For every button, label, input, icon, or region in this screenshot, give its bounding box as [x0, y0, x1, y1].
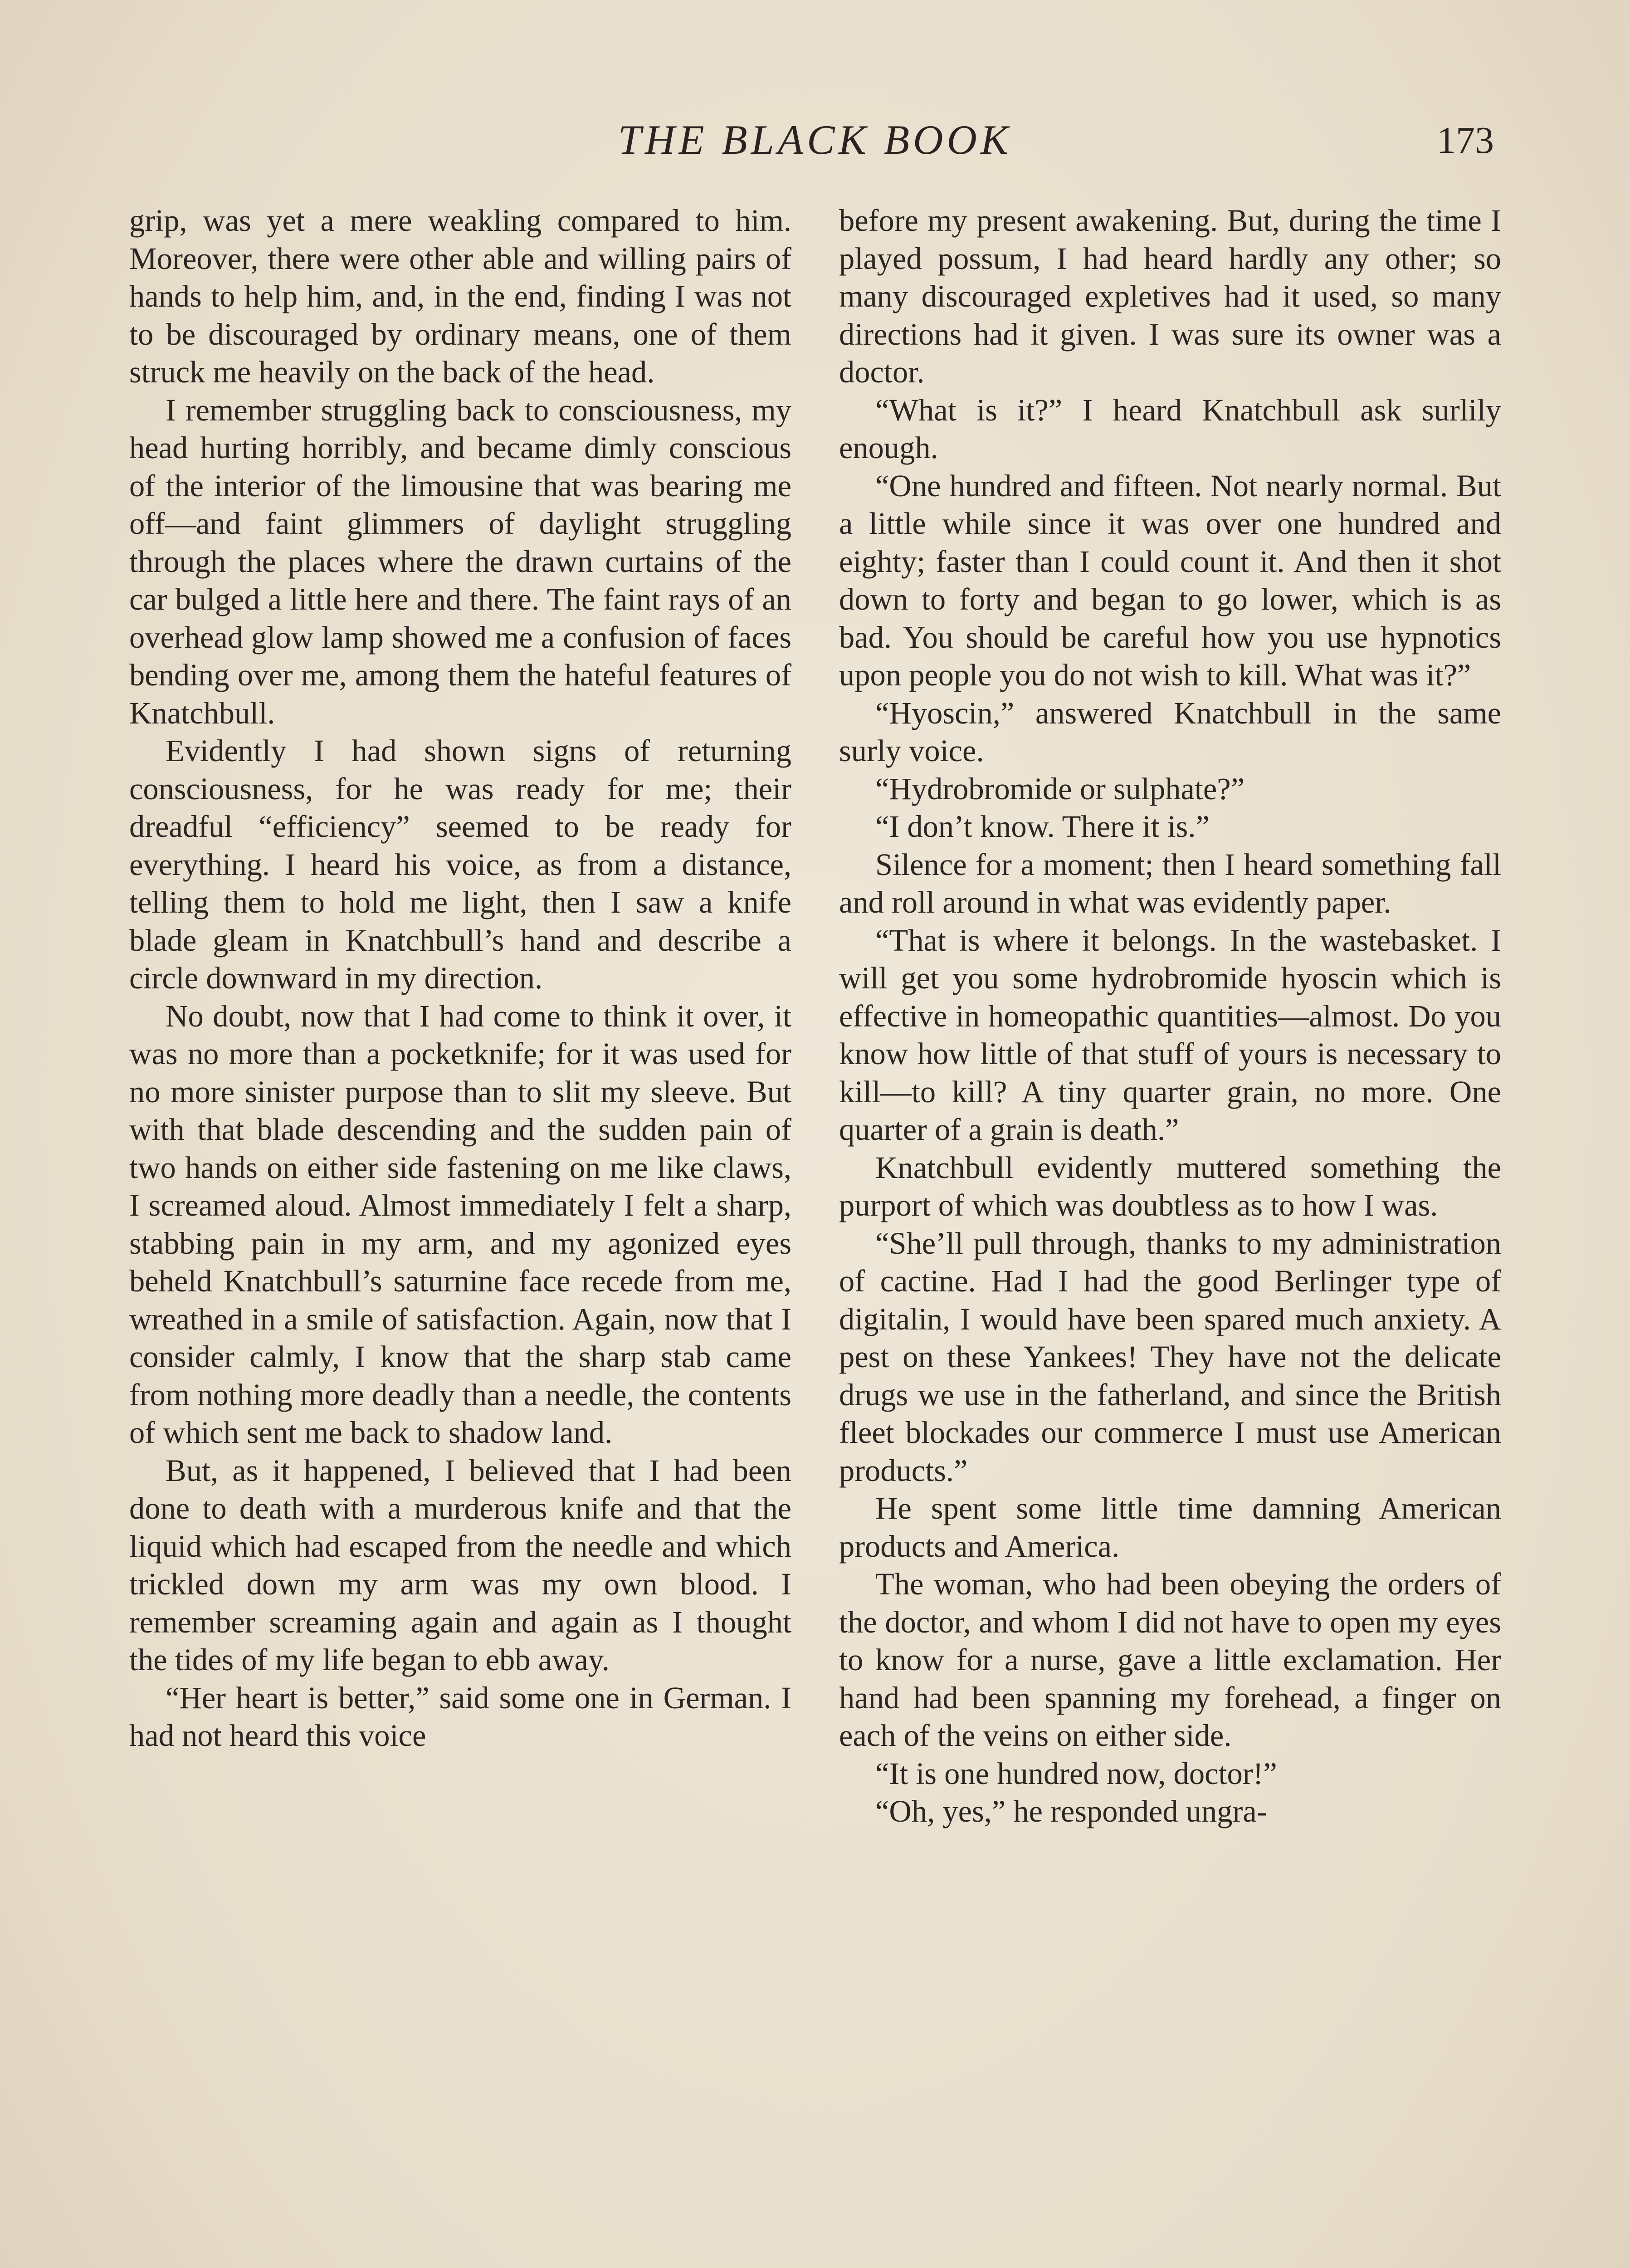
paragraph: “Hyoscin,” answered Knatchbull in the same surly voice.	[839, 695, 1501, 768]
paragraph: “Her heart is better,” said some one in German. I had not heard this voice	[129, 1680, 791, 1753]
paragraph: Knatchbull evidently muttered something the purport of which was doubtless as to how I was.	[839, 1150, 1501, 1222]
page-number: 173	[1437, 119, 1494, 161]
paragraph: “What is it?” I heard Knatchbull ask surlily enough.	[839, 392, 1501, 465]
left-text-column	[129, 202, 791, 1755]
page-header	[0, 116, 1630, 179]
paragraph: grip, was yet a mere weakling compared to him. Moreover, there were other able and willing pairs of hands to help him, and, in the end, finding I was not to be discouraged by ordinary means, one of them struck me heavily on the back of the head.	[129, 203, 791, 389]
paragraph: “I don’t know. There it is.”	[875, 809, 1210, 844]
paragraph: Evidently I had shown signs of returning consciousness, for he was ready for me; their dreadful “efficiency” seemed to be ready for everything. I heard his voice, as from a distance, telling them to hold me light, then I saw a knife blade gleam in Knatchbull’s hand and describe a circle downward in my direction.	[129, 733, 791, 995]
paragraph: The woman, who had been obeying the orders of the doctor, and whom I did not have to open my eyes to know for a nurse, gave a little exclamation. Her hand had been spanning my forehead, a finger on each of the veins on either side.	[839, 1567, 1501, 1753]
paragraph: Silence for a moment; then I heard something fall and roll around in what was evidently paper.	[839, 847, 1501, 919]
paragraph: But, as it happened, I believed that I had been done to death with a murderous knife and that the liquid which had escaped from the needle and which trickled down my arm was my own blood. I remember screaming again and again as I thought the tides of my life began to ebb away.	[129, 1453, 791, 1677]
paragraph: “Hydrobromide or sulphate?”	[875, 771, 1245, 806]
paragraph: before my present awakening. But, during the time I played possum, I had heard hardly any other; so many discouraged expletives had it used, so many directions had it given. I was sure its owner was a doctor.	[839, 203, 1501, 389]
paragraph: “Oh, yes,” he responded ungra-	[875, 1794, 1267, 1828]
paragraph: No doubt, now that I had come to think it over, it was no more than a pocketknife; for it was used for no more sinister purpose than to slit my sleeve. But with that blade descending and the sudden pain of two hands on either side fastening on me like claws, I screamed aloud. Almost immediately I felt a sharp, stabbing pain in my arm, and my agonized eyes beheld Knatchbull’s saturnine face recede from me, wreathed in a smile of satisfaction. Again, now that I consider calmly, I know that the sharp stab came from nothing more deadly than a needle, the contents of which sent me back to shadow land.	[129, 998, 791, 1450]
paragraph: “One hundred and fifteen. Not nearly normal. But a little while since it was over one hundred and eighty; faster than I could count it. And then it shot down to forty and began to go lower, which is as bad. You should be careful how you use hypnotics upon people you do not wish to kill. What was it?”	[839, 468, 1501, 692]
paragraph: “She’ll pull through, thanks to my administration of cactine. Had I had the good Berlinger type of digitalin, I would have been spared much anxiety. A pest on these Yankees! They have not the delicate drugs we use in the fatherland, and since the British fleet blockades our commerce I must use American products.”	[839, 1226, 1501, 1488]
paragraph: He spent some little time damning American products and America.	[839, 1491, 1501, 1564]
right-text-column	[839, 202, 1501, 1831]
paragraph: I remember struggling back to consciousness, my head hurting horribly, and became dimly conscious of the interior of the limousine that was bearing me off—and faint glimmers of daylight struggling through the places where the drawn curtains of the car bulged a little here and there. The faint rays of an overhead glow lamp showed me a confusion of faces bending over me, among them the hateful features of Knatchbull.	[129, 392, 791, 730]
running-title: THE BLACK BOOK	[618, 117, 1012, 163]
paragraph: “That is where it belongs. In the wastebasket. I will get you some hydrobromide hyoscin which is effective in homeopathic quantities—almost. Do you know how little of that stuff of yours is necessary to kill—to kill? A tiny quarter grain, no more. One quarter of a grain is death.”	[839, 923, 1501, 1147]
paragraph: “It is one hundred now, doctor!”	[875, 1756, 1277, 1791]
